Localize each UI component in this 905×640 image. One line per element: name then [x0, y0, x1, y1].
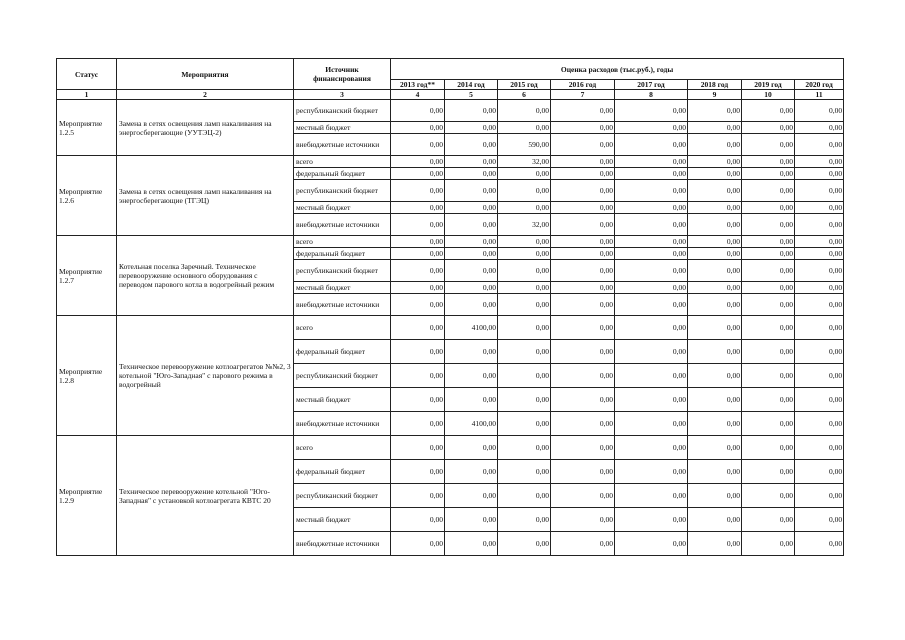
- expense-value: 0,00: [498, 180, 551, 202]
- expense-value: 0,00: [445, 122, 498, 134]
- expense-value: 0,00: [391, 412, 445, 436]
- expense-value: 0,00: [445, 180, 498, 202]
- expense-value: 0,00: [498, 168, 551, 180]
- column-number: 11: [795, 90, 844, 100]
- expense-value: 0,00: [615, 214, 688, 236]
- expense-value: 0,00: [742, 214, 795, 236]
- expense-value: 0,00: [551, 134, 615, 156]
- expense-value: 0,00: [795, 460, 844, 484]
- expense-value: 0,00: [742, 248, 795, 260]
- funding-source: республиканский бюджет: [294, 260, 391, 282]
- expense-value: 0,00: [688, 532, 742, 556]
- expense-value: 0,00: [795, 436, 844, 460]
- expense-value: 0,00: [795, 248, 844, 260]
- funding-source: федеральный бюджет: [294, 340, 391, 364]
- expense-value: 0,00: [615, 100, 688, 122]
- expense-value: 0,00: [742, 294, 795, 316]
- expense-value: 0,00: [742, 484, 795, 508]
- funding-source: всего: [294, 236, 391, 248]
- expense-value: 0,00: [742, 316, 795, 340]
- expense-value: 0,00: [615, 508, 688, 532]
- expense-value: 0,00: [615, 248, 688, 260]
- expense-value: 0,00: [742, 364, 795, 388]
- expense-value: 0,00: [795, 340, 844, 364]
- expense-value: 0,00: [688, 260, 742, 282]
- header-status: Статус: [57, 59, 117, 90]
- expense-value: 0,00: [445, 156, 498, 168]
- expense-value: 0,00: [498, 436, 551, 460]
- expense-table: [56, 58, 844, 556]
- funding-source: всего: [294, 156, 391, 168]
- expense-value: 0,00: [551, 388, 615, 412]
- expense-value: 0,00: [688, 436, 742, 460]
- funding-source: республиканский бюджет: [294, 364, 391, 388]
- expense-value: 0,00: [615, 134, 688, 156]
- expense-value: 0,00: [615, 122, 688, 134]
- expense-value: 0,00: [688, 122, 742, 134]
- expense-value: 0,00: [688, 388, 742, 412]
- header-year: 2016 год: [551, 80, 615, 90]
- funding-source: республиканский бюджет: [294, 180, 391, 202]
- expense-value: 0,00: [498, 202, 551, 214]
- expense-value: 0,00: [498, 484, 551, 508]
- funding-source: федеральный бюджет: [294, 460, 391, 484]
- expense-value: 0,00: [498, 316, 551, 340]
- header-event: Мероприятия: [117, 59, 294, 90]
- expense-value: 32,00: [498, 156, 551, 168]
- expense-value: 0,00: [551, 364, 615, 388]
- column-number: 4: [391, 90, 445, 100]
- funding-source: внебюджетные источники: [294, 412, 391, 436]
- header-source: Источник финансирования: [294, 59, 391, 90]
- table-row: [57, 436, 844, 460]
- funding-source: местный бюджет: [294, 202, 391, 214]
- expense-value: 0,00: [391, 340, 445, 364]
- expense-value: 0,00: [688, 508, 742, 532]
- expense-value: 0,00: [551, 100, 615, 122]
- header-year: 2014 год: [445, 80, 498, 90]
- expense-value: 0,00: [795, 294, 844, 316]
- expense-value: 0,00: [795, 412, 844, 436]
- column-number: 2: [117, 90, 294, 100]
- expense-value: 0,00: [688, 282, 742, 294]
- expense-value: 0,00: [391, 248, 445, 260]
- expense-value: 0,00: [615, 236, 688, 248]
- header-year: 2017 год: [615, 80, 688, 90]
- table-row: [57, 156, 844, 168]
- expense-value: 0,00: [615, 412, 688, 436]
- table-row: [57, 236, 844, 248]
- funding-source: внебюджетные источники: [294, 214, 391, 236]
- column-number: 10: [742, 90, 795, 100]
- expense-value: 0,00: [742, 122, 795, 134]
- expense-value: 0,00: [688, 236, 742, 248]
- expense-value: 0,00: [498, 260, 551, 282]
- expense-value: 0,00: [551, 412, 615, 436]
- expense-value: 0,00: [688, 180, 742, 202]
- funding-source: внебюджетные источники: [294, 294, 391, 316]
- expense-value: 0,00: [688, 340, 742, 364]
- expense-value: 0,00: [742, 508, 795, 532]
- expense-value: 0,00: [551, 316, 615, 340]
- event-status: Мероприятие 1.2.5: [57, 100, 117, 156]
- expense-value: 0,00: [498, 236, 551, 248]
- expense-value: 0,00: [498, 282, 551, 294]
- expense-value: 0,00: [795, 134, 844, 156]
- expense-value: 0,00: [445, 364, 498, 388]
- expense-value: 0,00: [498, 100, 551, 122]
- funding-source: федеральный бюджет: [294, 248, 391, 260]
- event-status: Мероприятие 1.2.7: [57, 236, 117, 316]
- event-status: Мероприятие 1.2.9: [57, 436, 117, 556]
- event-name: Техническое перевооружение котлоагрегатов №№2, 3 котельной "Юго-Западная" с парового режима в водогрейный: [117, 316, 294, 436]
- expense-value: 0,00: [688, 100, 742, 122]
- expense-value: 0,00: [688, 294, 742, 316]
- expense-value: 0,00: [551, 282, 615, 294]
- table-row: [57, 316, 844, 340]
- expense-value: 0,00: [391, 122, 445, 134]
- expense-value: 0,00: [391, 180, 445, 202]
- expense-value: 0,00: [391, 260, 445, 282]
- expense-value: 0,00: [498, 364, 551, 388]
- expense-value: 0,00: [391, 168, 445, 180]
- expense-value: 0,00: [551, 248, 615, 260]
- expense-value: 0,00: [615, 340, 688, 364]
- expense-value: 0,00: [391, 134, 445, 156]
- expense-value: 0,00: [688, 484, 742, 508]
- expense-value: 0,00: [742, 180, 795, 202]
- expense-value: 0,00: [391, 436, 445, 460]
- expense-value: 0,00: [688, 412, 742, 436]
- header-year: 2018 год: [688, 80, 742, 90]
- expense-value: 0,00: [445, 294, 498, 316]
- funding-source: республиканский бюджет: [294, 484, 391, 508]
- expense-value: 0,00: [795, 484, 844, 508]
- expense-value: 0,00: [688, 202, 742, 214]
- expense-value: 0,00: [445, 508, 498, 532]
- expense-value: 0,00: [742, 460, 795, 484]
- expense-value: 0,00: [445, 260, 498, 282]
- expense-value: 0,00: [391, 460, 445, 484]
- expense-value: 0,00: [615, 202, 688, 214]
- expense-value: 0,00: [615, 156, 688, 168]
- expense-value: 0,00: [615, 436, 688, 460]
- expense-value: 0,00: [742, 532, 795, 556]
- event-name: Котельная поселка Заречный. Техническое перевооружение основного оборудования с переводом парового котла в водогрейный режим: [117, 236, 294, 316]
- event-status: Мероприятие 1.2.6: [57, 156, 117, 236]
- expense-value: 0,00: [795, 122, 844, 134]
- expense-value: 0,00: [551, 294, 615, 316]
- table-row: [57, 100, 844, 122]
- expense-value: 0,00: [498, 248, 551, 260]
- expense-value: 0,00: [498, 294, 551, 316]
- expense-value: 0,00: [551, 508, 615, 532]
- funding-source: местный бюджет: [294, 282, 391, 294]
- expense-value: 0,00: [551, 260, 615, 282]
- funding-source: внебюджетные источники: [294, 532, 391, 556]
- expense-value: 0,00: [391, 156, 445, 168]
- expense-value: 0,00: [795, 282, 844, 294]
- expense-value: 0,00: [795, 214, 844, 236]
- header-year: 2013 год**: [391, 80, 445, 90]
- expense-value: 32,00: [498, 214, 551, 236]
- expense-value: 0,00: [445, 202, 498, 214]
- expense-value: 0,00: [445, 532, 498, 556]
- table-body: [57, 100, 844, 556]
- funding-source: федеральный бюджет: [294, 168, 391, 180]
- expense-value: 0,00: [551, 484, 615, 508]
- expense-value: 4100,00: [445, 412, 498, 436]
- expense-value: 0,00: [688, 214, 742, 236]
- expense-value: 0,00: [615, 168, 688, 180]
- expense-value: 0,00: [498, 122, 551, 134]
- expense-value: 0,00: [742, 156, 795, 168]
- expense-value: 0,00: [742, 134, 795, 156]
- expense-value: 0,00: [498, 340, 551, 364]
- expense-value: 0,00: [615, 460, 688, 484]
- expense-value: 0,00: [445, 214, 498, 236]
- expense-value: 0,00: [391, 294, 445, 316]
- document-page: [56, 58, 843, 556]
- expense-value: 0,00: [615, 484, 688, 508]
- expense-value: 0,00: [795, 388, 844, 412]
- expense-value: 0,00: [688, 460, 742, 484]
- expense-value: 0,00: [795, 508, 844, 532]
- expense-value: 0,00: [551, 532, 615, 556]
- expense-value: 0,00: [615, 180, 688, 202]
- expense-value: 0,00: [551, 202, 615, 214]
- funding-source: внебюджетные источники: [294, 134, 391, 156]
- expense-value: 0,00: [445, 168, 498, 180]
- expense-value: 590,00: [498, 134, 551, 156]
- expense-value: 0,00: [391, 388, 445, 412]
- expense-value: 0,00: [445, 236, 498, 248]
- column-number-row: [57, 90, 844, 100]
- expense-value: 0,00: [391, 364, 445, 388]
- expense-value: 0,00: [445, 484, 498, 508]
- expense-value: 0,00: [742, 436, 795, 460]
- expense-value: 0,00: [391, 236, 445, 248]
- expense-value: 0,00: [551, 340, 615, 364]
- expense-value: 0,00: [795, 180, 844, 202]
- header-year: 2015 год: [498, 80, 551, 90]
- header-year: 2020 год: [795, 80, 844, 90]
- expense-value: 0,00: [445, 248, 498, 260]
- expense-value: 0,00: [688, 156, 742, 168]
- expense-value: 0,00: [391, 202, 445, 214]
- expense-value: 0,00: [498, 412, 551, 436]
- expense-value: 0,00: [795, 156, 844, 168]
- expense-value: 0,00: [498, 532, 551, 556]
- funding-source: всего: [294, 436, 391, 460]
- expense-value: 4100,00: [445, 316, 498, 340]
- expense-value: 0,00: [795, 236, 844, 248]
- expense-value: 0,00: [445, 340, 498, 364]
- expense-value: 0,00: [688, 168, 742, 180]
- header-year: 2019 год: [742, 80, 795, 90]
- expense-value: 0,00: [688, 364, 742, 388]
- column-number: 8: [615, 90, 688, 100]
- expense-value: 0,00: [391, 484, 445, 508]
- expense-value: 0,00: [391, 282, 445, 294]
- expense-value: 0,00: [551, 436, 615, 460]
- expense-value: 0,00: [445, 134, 498, 156]
- expense-value: 0,00: [445, 388, 498, 412]
- expense-value: 0,00: [615, 388, 688, 412]
- expense-value: 0,00: [615, 282, 688, 294]
- event-name: Техническое перевооружение котельной "Юго-Западная" с установкой котлоагрегата КВТС 20: [117, 436, 294, 556]
- event-name: Замена в сетях освещения ламп накаливания на энергосберегающие (ТГЭЦ): [117, 156, 294, 236]
- expense-value: 0,00: [391, 508, 445, 532]
- expense-value: 0,00: [615, 294, 688, 316]
- expense-value: 0,00: [391, 532, 445, 556]
- expense-value: 0,00: [742, 260, 795, 282]
- expense-value: 0,00: [445, 282, 498, 294]
- expense-value: 0,00: [551, 180, 615, 202]
- expense-value: 0,00: [795, 316, 844, 340]
- expense-value: 0,00: [551, 214, 615, 236]
- expense-value: 0,00: [742, 100, 795, 122]
- expense-value: 0,00: [688, 316, 742, 340]
- expense-value: 0,00: [498, 460, 551, 484]
- event-status: Мероприятие 1.2.8: [57, 316, 117, 436]
- expense-value: 0,00: [742, 412, 795, 436]
- expense-value: 0,00: [795, 364, 844, 388]
- expense-value: 0,00: [742, 388, 795, 412]
- expense-value: 0,00: [795, 168, 844, 180]
- expense-value: 0,00: [615, 260, 688, 282]
- funding-source: местный бюджет: [294, 388, 391, 412]
- funding-source: местный бюджет: [294, 122, 391, 134]
- expense-value: 0,00: [391, 316, 445, 340]
- expense-value: 0,00: [551, 460, 615, 484]
- expense-value: 0,00: [551, 236, 615, 248]
- expense-value: 0,00: [391, 214, 445, 236]
- column-number: 7: [551, 90, 615, 100]
- expense-value: 0,00: [742, 236, 795, 248]
- expense-value: 0,00: [498, 508, 551, 532]
- column-number: 6: [498, 90, 551, 100]
- funding-source: местный бюджет: [294, 508, 391, 532]
- expense-value: 0,00: [688, 134, 742, 156]
- expense-value: 0,00: [742, 168, 795, 180]
- expense-value: 0,00: [445, 100, 498, 122]
- expense-value: 0,00: [445, 436, 498, 460]
- expense-value: 0,00: [795, 532, 844, 556]
- expense-value: 0,00: [795, 202, 844, 214]
- expense-value: 0,00: [742, 340, 795, 364]
- expense-value: 0,00: [551, 122, 615, 134]
- column-number: 5: [445, 90, 498, 100]
- expense-value: 0,00: [615, 532, 688, 556]
- column-number: 1: [57, 90, 117, 100]
- expense-value: 0,00: [688, 248, 742, 260]
- header-estimate: Оценка расходов (тыс.руб.), годы: [391, 59, 844, 80]
- column-number: 3: [294, 90, 391, 100]
- expense-value: 0,00: [551, 168, 615, 180]
- expense-value: 0,00: [795, 100, 844, 122]
- expense-value: 0,00: [795, 260, 844, 282]
- expense-value: 0,00: [742, 282, 795, 294]
- funding-source: всего: [294, 316, 391, 340]
- expense-value: 0,00: [498, 388, 551, 412]
- funding-source: республиканский бюджет: [294, 100, 391, 122]
- expense-value: 0,00: [742, 202, 795, 214]
- column-number: 9: [688, 90, 742, 100]
- table-header: [57, 59, 844, 100]
- expense-value: 0,00: [445, 460, 498, 484]
- expense-value: 0,00: [551, 156, 615, 168]
- expense-value: 0,00: [615, 364, 688, 388]
- expense-value: 0,00: [391, 100, 445, 122]
- expense-value: 0,00: [615, 316, 688, 340]
- event-name: Замена в сетях освещения ламп накаливания на энергосберегающие (УУТЭЦ-2): [117, 100, 294, 156]
